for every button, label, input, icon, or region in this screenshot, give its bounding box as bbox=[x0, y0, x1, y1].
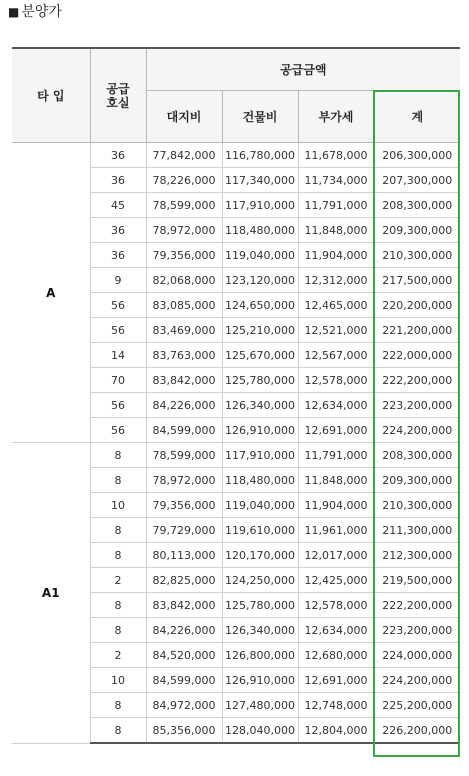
land-cost-cell: 84,226,000 bbox=[146, 618, 222, 643]
building-cost-cell: 126,910,000 bbox=[222, 418, 298, 443]
land-cost-cell: 83,469,000 bbox=[146, 318, 222, 343]
header-supply-count-text: 공급 호실 bbox=[106, 81, 130, 110]
land-cost-cell: 85,356,000 bbox=[146, 718, 222, 744]
vat-cell: 12,804,000 bbox=[298, 718, 374, 744]
building-cost-cell: 125,780,000 bbox=[222, 593, 298, 618]
supply-count-cell: 56 bbox=[90, 418, 146, 443]
header-supply-amount: 공급금액 bbox=[146, 48, 460, 91]
building-cost-cell: 120,170,000 bbox=[222, 543, 298, 568]
vat-cell: 12,465,000 bbox=[298, 293, 374, 318]
supply-count-cell: 10 bbox=[90, 668, 146, 693]
land-cost-cell: 77,842,000 bbox=[146, 143, 222, 168]
total-cell: 219,500,000 bbox=[374, 568, 460, 593]
building-cost-cell: 117,340,000 bbox=[222, 168, 298, 193]
header-supply-count bbox=[90, 48, 146, 143]
total-cell: 209,300,000 bbox=[374, 218, 460, 243]
total-cell: 220,200,000 bbox=[374, 293, 460, 318]
type-group bbox=[12, 143, 460, 443]
total-cell: 224,200,000 bbox=[374, 418, 460, 443]
type-cell: A1 bbox=[12, 443, 90, 744]
vat-cell: 12,521,000 bbox=[298, 318, 374, 343]
total-cell: 224,200,000 bbox=[374, 668, 460, 693]
building-cost-cell: 124,650,000 bbox=[222, 293, 298, 318]
total-cell: 207,300,000 bbox=[374, 168, 460, 193]
supply-count-cell: 14 bbox=[90, 343, 146, 368]
total-cell: 221,200,000 bbox=[374, 318, 460, 343]
building-cost-cell: 118,480,000 bbox=[222, 468, 298, 493]
total-cell: 225,200,000 bbox=[374, 693, 460, 718]
supply-count-cell: 9 bbox=[90, 268, 146, 293]
vat-cell: 12,680,000 bbox=[298, 643, 374, 668]
total-cell: 226,200,000 bbox=[374, 718, 460, 744]
supply-count-cell: 8 bbox=[90, 518, 146, 543]
building-cost-cell: 128,040,000 bbox=[222, 718, 298, 744]
building-cost-cell: 123,120,000 bbox=[222, 268, 298, 293]
supply-count-cell: 36 bbox=[90, 218, 146, 243]
land-cost-cell: 79,356,000 bbox=[146, 493, 222, 518]
vat-cell: 11,848,000 bbox=[298, 218, 374, 243]
header-total: 계 bbox=[374, 91, 460, 143]
header-type: 타 입 bbox=[12, 48, 90, 143]
building-cost-cell: 125,670,000 bbox=[222, 343, 298, 368]
vat-cell: 11,791,000 bbox=[298, 193, 374, 218]
vat-cell: 11,961,000 bbox=[298, 518, 374, 543]
total-cell: 217,500,000 bbox=[374, 268, 460, 293]
building-cost-cell: 127,480,000 bbox=[222, 693, 298, 718]
vat-cell: 11,734,000 bbox=[298, 168, 374, 193]
supply-count-cell: 8 bbox=[90, 693, 146, 718]
total-cell: 208,300,000 bbox=[374, 443, 460, 468]
total-cell: 222,200,000 bbox=[374, 368, 460, 393]
total-cell: 206,300,000 bbox=[374, 143, 460, 168]
land-cost-cell: 80,113,000 bbox=[146, 543, 222, 568]
table-row bbox=[12, 143, 460, 168]
price-table bbox=[12, 47, 460, 744]
vat-cell: 12,017,000 bbox=[298, 543, 374, 568]
building-cost-cell: 119,040,000 bbox=[222, 243, 298, 268]
total-cell: 209,300,000 bbox=[374, 468, 460, 493]
supply-count-cell: 8 bbox=[90, 718, 146, 744]
land-cost-cell: 78,599,000 bbox=[146, 193, 222, 218]
section-heading bbox=[8, 2, 62, 22]
supply-count-cell: 36 bbox=[90, 143, 146, 168]
supply-count-cell: 56 bbox=[90, 318, 146, 343]
land-cost-cell: 84,599,000 bbox=[146, 668, 222, 693]
vat-cell: 11,678,000 bbox=[298, 143, 374, 168]
supply-count-cell: 2 bbox=[90, 643, 146, 668]
header-vat: 부가세 bbox=[298, 91, 374, 143]
vat-cell: 12,634,000 bbox=[298, 618, 374, 643]
total-cell: 223,200,000 bbox=[374, 618, 460, 643]
building-cost-cell: 119,610,000 bbox=[222, 518, 298, 543]
total-cell: 212,300,000 bbox=[374, 543, 460, 568]
land-cost-cell: 84,599,000 bbox=[146, 418, 222, 443]
building-cost-cell: 126,800,000 bbox=[222, 643, 298, 668]
land-cost-cell: 78,972,000 bbox=[146, 468, 222, 493]
land-cost-cell: 84,972,000 bbox=[146, 693, 222, 718]
supply-count-cell: 45 bbox=[90, 193, 146, 218]
vat-cell: 11,848,000 bbox=[298, 468, 374, 493]
supply-count-cell: 8 bbox=[90, 593, 146, 618]
land-cost-cell: 84,520,000 bbox=[146, 643, 222, 668]
vat-cell: 12,748,000 bbox=[298, 693, 374, 718]
table-row bbox=[12, 443, 460, 468]
vat-cell: 11,904,000 bbox=[298, 493, 374, 518]
total-cell: 222,200,000 bbox=[374, 593, 460, 618]
vat-cell: 12,312,000 bbox=[298, 268, 374, 293]
vat-cell: 12,634,000 bbox=[298, 393, 374, 418]
land-cost-cell: 79,356,000 bbox=[146, 243, 222, 268]
building-cost-cell: 125,780,000 bbox=[222, 368, 298, 393]
land-cost-cell: 78,972,000 bbox=[146, 218, 222, 243]
building-cost-cell: 124,250,000 bbox=[222, 568, 298, 593]
vat-cell: 12,578,000 bbox=[298, 593, 374, 618]
header-land-cost: 대지비 bbox=[146, 91, 222, 143]
price-table-header bbox=[12, 48, 460, 143]
land-cost-cell: 82,068,000 bbox=[146, 268, 222, 293]
building-cost-cell: 126,910,000 bbox=[222, 668, 298, 693]
total-cell: 223,200,000 bbox=[374, 393, 460, 418]
supply-count-cell: 36 bbox=[90, 168, 146, 193]
supply-count-cell: 8 bbox=[90, 618, 146, 643]
total-cell: 208,300,000 bbox=[374, 193, 460, 218]
building-cost-cell: 126,340,000 bbox=[222, 618, 298, 643]
total-cell: 210,300,000 bbox=[374, 243, 460, 268]
land-cost-cell: 83,842,000 bbox=[146, 593, 222, 618]
vat-cell: 11,791,000 bbox=[298, 443, 374, 468]
supply-count-cell: 8 bbox=[90, 468, 146, 493]
type-group bbox=[12, 443, 460, 744]
total-cell: 210,300,000 bbox=[374, 493, 460, 518]
land-cost-cell: 83,763,000 bbox=[146, 343, 222, 368]
building-cost-cell: 125,210,000 bbox=[222, 318, 298, 343]
vat-cell: 11,904,000 bbox=[298, 243, 374, 268]
vat-cell: 12,578,000 bbox=[298, 368, 374, 393]
land-cost-cell: 83,842,000 bbox=[146, 368, 222, 393]
building-cost-cell: 119,040,000 bbox=[222, 493, 298, 518]
land-cost-cell: 84,226,000 bbox=[146, 393, 222, 418]
land-cost-cell: 83,085,000 bbox=[146, 293, 222, 318]
supply-count-cell: 8 bbox=[90, 543, 146, 568]
vat-cell: 12,567,000 bbox=[298, 343, 374, 368]
building-cost-cell: 117,910,000 bbox=[222, 193, 298, 218]
supply-count-cell: 56 bbox=[90, 393, 146, 418]
type-cell: A bbox=[12, 143, 90, 443]
land-cost-cell: 79,729,000 bbox=[146, 518, 222, 543]
building-cost-cell: 126,340,000 bbox=[222, 393, 298, 418]
supply-count-cell: 2 bbox=[90, 568, 146, 593]
building-cost-cell: 118,480,000 bbox=[222, 218, 298, 243]
supply-count-cell: 36 bbox=[90, 243, 146, 268]
total-cell: 211,300,000 bbox=[374, 518, 460, 543]
building-cost-cell: 117,910,000 bbox=[222, 443, 298, 468]
section-title: 분양가 bbox=[21, 4, 62, 20]
supply-count-cell: 70 bbox=[90, 368, 146, 393]
land-cost-cell: 78,599,000 bbox=[146, 443, 222, 468]
land-cost-cell: 78,226,000 bbox=[146, 168, 222, 193]
supply-count-cell: 56 bbox=[90, 293, 146, 318]
vat-cell: 12,691,000 bbox=[298, 418, 374, 443]
building-cost-cell: 116,780,000 bbox=[222, 143, 298, 168]
header-building-cost: 건물비 bbox=[222, 91, 298, 143]
supply-count-cell: 8 bbox=[90, 443, 146, 468]
total-cell: 222,000,000 bbox=[374, 343, 460, 368]
total-cell: 224,000,000 bbox=[374, 643, 460, 668]
vat-cell: 12,691,000 bbox=[298, 668, 374, 693]
supply-count-cell: 10 bbox=[90, 493, 146, 518]
vat-cell: 12,425,000 bbox=[298, 568, 374, 593]
square-bullet-icon: ■ bbox=[8, 5, 20, 19]
land-cost-cell: 82,825,000 bbox=[146, 568, 222, 593]
